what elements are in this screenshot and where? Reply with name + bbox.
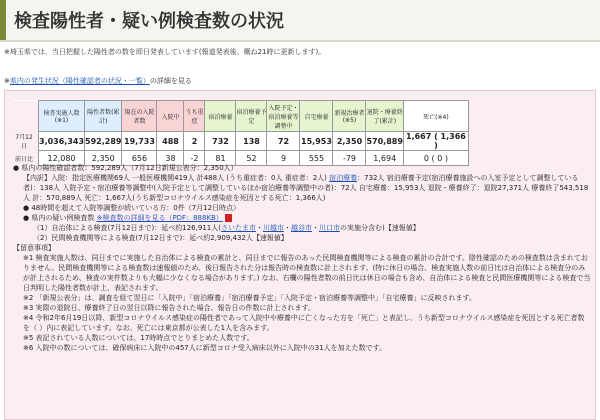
header-current: 現在の入院者数 bbox=[122, 101, 157, 132]
sep-3: ・ bbox=[311, 224, 319, 232]
value-recovered: 570,889 bbox=[366, 132, 403, 151]
header-home: 自宅療養 bbox=[300, 101, 333, 132]
diff-hospitalized: 38 bbox=[157, 151, 184, 166]
hotel-recuperation-link[interactable]: 宿泊療養 bbox=[329, 174, 358, 182]
value-severe: 2 bbox=[184, 132, 205, 151]
suspected-line bbox=[13, 213, 591, 223]
note-4: ※4 令和2年6月19日以降、新型コロナウイルス感染症の陽性者であって入院中や療養中に亡くなった方を「死亡」と表記し、うち新型コロナウイルス感染症を死因とする死亡者数を（ ）内に表記しています。なお、死亡には東京都が公表した1人を含みます。 bbox=[23, 314, 585, 332]
diff-adjusting: 9 bbox=[267, 151, 300, 166]
diff-hotel: 81 bbox=[205, 151, 236, 166]
header-severe: うち重症 bbox=[184, 101, 205, 132]
breakdown-text: 【内訳】入院：指定医療機関69人 一般医療機関419人 計488人 (うち重症者：0人 重症者：2人) bbox=[23, 174, 327, 182]
title-accent bbox=[0, 0, 6, 40]
municipal-tests-line bbox=[13, 223, 591, 233]
header-tests: 検査実施人数(※1) bbox=[39, 101, 85, 132]
diff-tests: 12,080 bbox=[39, 151, 85, 166]
private-tests-line: （2）民間検査機関等による検査(7月12日まで)：延べ約2,909,432人【速報値】 bbox=[33, 234, 288, 242]
header-hospitalized: 入院中 bbox=[157, 101, 184, 132]
link-suffix: の詳細を見る bbox=[149, 77, 192, 85]
value-new: 2,350 bbox=[333, 132, 366, 151]
note-1: ※1 検査実施人数は、同日までに実施した自治体による検査の累計と、同日までに報告のあった民間検査機関等による検査の累計の合計です。陰性確認のための検査数は含まれておりません。民間検査機関等による検査数は速報値のため、後日報告された分は報告時の検査数に計上されます。(特に休日の場合、検査実施人数の前日比は自治体による検査分のみが計上されるため、検査の実件数よりも大幅に少なくなる場合があります。) なお、右欄の陽性者数の前日比は休日の場合も含め、自治体による検査と民間医療機関等による検査で当日判明した陽性者数が計上、表記されます。 bbox=[23, 254, 591, 292]
diff-positives: 2,350 bbox=[85, 151, 122, 166]
header-deaths: 死亡(※4) bbox=[403, 101, 468, 132]
corner-cell bbox=[13, 101, 39, 132]
detail-link-line bbox=[4, 76, 192, 86]
adjusting-line: ● 48時間を超えて入院等調整が続いている方：0件（7月12日時点） bbox=[23, 204, 241, 212]
diff-current: 656 bbox=[122, 151, 157, 166]
diff-deaths: 0 ( 0 ) bbox=[403, 151, 468, 166]
note-2: ※2 「新規公表分」は、調査を経て翌日に「入院中」「宿泊療養」「宿泊療養予定」「入院予定・宿泊療養等調整中」「自宅療養」に反映されます。 bbox=[23, 294, 476, 302]
header-new: 新規治療者(※5) bbox=[333, 101, 366, 132]
kawaguchi-city-link[interactable]: 川口市 bbox=[318, 224, 340, 232]
diff-recovered: 1,694 bbox=[366, 151, 403, 166]
diff-hotel-plan: 52 bbox=[236, 151, 267, 166]
value-positives: 592,289 bbox=[85, 132, 122, 151]
header-hotel-plan: 宿泊療養予定 bbox=[236, 101, 267, 132]
intro-text: ※埼玉県では、当日把握した陽性者の数を即日発表しています(報道発表後、概ね21時に更新します)。 bbox=[4, 48, 326, 56]
diff-home: 555 bbox=[300, 151, 333, 166]
value-hospitalized: 488 bbox=[157, 132, 184, 151]
kawagoe-city-link[interactable]: 川越市 bbox=[262, 224, 284, 232]
value-tests: 3,036,343 bbox=[39, 132, 85, 151]
header-hotel: 宿泊療養 bbox=[205, 101, 236, 132]
value-adjusting: 72 bbox=[267, 132, 300, 151]
test-detail-pdf-link[interactable]: ※検査数の詳細を見る（PDF：888KB） bbox=[96, 214, 223, 222]
note-6: ※6 入院中の数については、確保病床に入院中の457人に新型コロナ受入病床以外に入院中の31人を加えた数です。 bbox=[23, 344, 387, 352]
title-bar bbox=[0, 0, 600, 42]
sep-2: ・ bbox=[283, 224, 291, 232]
outbreak-status-link[interactable]: 県内の発生状況（陽性確認者の状況・一覧） bbox=[9, 77, 150, 85]
header-recovered: 退院・療養終了(累計) bbox=[366, 101, 403, 132]
saitama-city-link[interactable]: さいたま市 bbox=[220, 224, 256, 232]
page-title: 検査陽性者・疑い例検査数の状況 bbox=[14, 11, 284, 32]
breakdown-rest: ：732人 宿泊療養予定(宿泊療養施設への入室予定として調整している者)：138人 入院予定・宿泊療養等調整中(入院予定として調整しているほか宿泊療養等調整中の者)：72人 自宅療養：15,953人 退院・療養終了：退院27,371人 療養終了543,518人 計：570,889人 死亡：1,667人(うち新型コロナウイルス感染症を死因とする死亡：1,366人) bbox=[23, 174, 589, 202]
municipal-text: （1）自治体による検査(7月12日まで)：延べ約126,911人( bbox=[33, 224, 221, 232]
date-label: 7月12日 bbox=[13, 132, 39, 151]
value-deaths: 1,667 ( 1,366 ) bbox=[403, 132, 468, 151]
note-3: ※3 実際の退院日、療養終了日の翌日以降に報告された場合、報告日の件数に計上されます。 bbox=[23, 304, 315, 312]
notes-heading: 【留意事項】 bbox=[13, 244, 55, 252]
prev-label: 前日比 bbox=[13, 151, 39, 166]
diff-new: -79 bbox=[333, 151, 366, 166]
value-home: 15,953 bbox=[300, 132, 333, 151]
value-hotel: 732 bbox=[205, 132, 236, 151]
details-text bbox=[13, 163, 591, 353]
pdf-icon bbox=[225, 214, 232, 222]
positive-count-line: ● 県内の陽性確認者数：592,289人（7月12日新規公表分：2,350人） bbox=[13, 164, 238, 172]
suspected-label: ● 県内の疑い例検査数 bbox=[23, 214, 95, 222]
diff-severe: -2 bbox=[184, 151, 205, 166]
stats-table bbox=[13, 100, 469, 166]
koshigaya-city-link[interactable]: 越谷市 bbox=[290, 224, 312, 232]
value-hotel-plan: 138 bbox=[236, 132, 267, 151]
value-current: 19,733 bbox=[122, 132, 157, 151]
stats-panel bbox=[4, 90, 596, 420]
note-5: ※5 表記されている人数については、17時時点でとりまとめた人数です。 bbox=[23, 334, 254, 342]
link-prefix: ※ bbox=[4, 77, 10, 85]
sep-1: ・ bbox=[255, 224, 263, 232]
header-adjusting: 入院予定・宿泊療養等調整中 bbox=[267, 101, 300, 132]
header-positives: 陽性者数(累計) bbox=[85, 101, 122, 132]
municipal-suffix: の実施分含む)【速報値】 bbox=[339, 224, 420, 232]
breakdown-line bbox=[13, 173, 591, 203]
